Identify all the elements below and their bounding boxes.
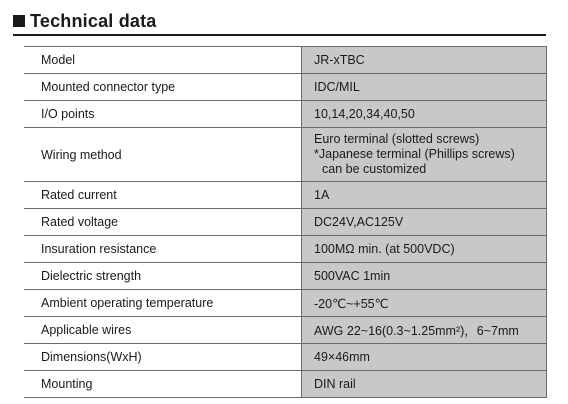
table-row [24, 182, 547, 209]
table-row [24, 47, 547, 74]
table-row [24, 263, 547, 290]
table-row [24, 74, 547, 101]
row-value-multiline [302, 128, 547, 182]
value-line: Euro terminal (slotted screws) [314, 132, 480, 146]
row-value: 500VAC 1min [302, 263, 547, 290]
row-label: Ambient operating temperature [24, 290, 302, 317]
section-header [13, 9, 157, 33]
row-value: DIN rail [302, 371, 547, 398]
table-row [24, 371, 547, 398]
section-title: Technical data [30, 10, 157, 31]
row-label: Dielectric strength [24, 263, 302, 290]
row-value: 10,14,20,34,40,50 [302, 101, 547, 128]
table-row [24, 101, 547, 128]
table-row [24, 317, 547, 344]
row-value: DC24V,AC125V [302, 209, 547, 236]
spec-table [24, 46, 547, 398]
row-label: Dimensions(WxH) [24, 344, 302, 371]
value-line: can be customized [322, 162, 427, 176]
square-bullet-icon [13, 15, 25, 27]
table-row [24, 290, 547, 317]
row-label: Mounted connector type [24, 74, 302, 101]
row-value: -20℃~+55℃ [302, 290, 547, 317]
row-value: AWG 22~16(0.3~1.25mm²)，6~7mm [302, 317, 547, 344]
row-label: I/O points [24, 101, 302, 128]
value-line: *Japanese terminal (Phillips screws) [314, 147, 515, 161]
row-label: Wiring method [24, 128, 302, 182]
row-value: JR-xTBC [302, 47, 547, 74]
row-label: Rated current [24, 182, 302, 209]
table-row [24, 209, 547, 236]
row-value: IDC/MIL [302, 74, 547, 101]
table-row [24, 344, 547, 371]
row-value: 1A [302, 182, 547, 209]
table-row [24, 128, 547, 182]
row-label: Model [24, 47, 302, 74]
row-value: 100MΩ min. (at 500VDC) [302, 236, 547, 263]
row-label: Insuration resistance [24, 236, 302, 263]
header-divider [13, 34, 546, 36]
row-label: Rated voltage [24, 209, 302, 236]
row-value: 49×46mm [302, 344, 547, 371]
table-row [24, 236, 547, 263]
row-label: Mounting [24, 371, 302, 398]
row-label: Applicable wires [24, 317, 302, 344]
